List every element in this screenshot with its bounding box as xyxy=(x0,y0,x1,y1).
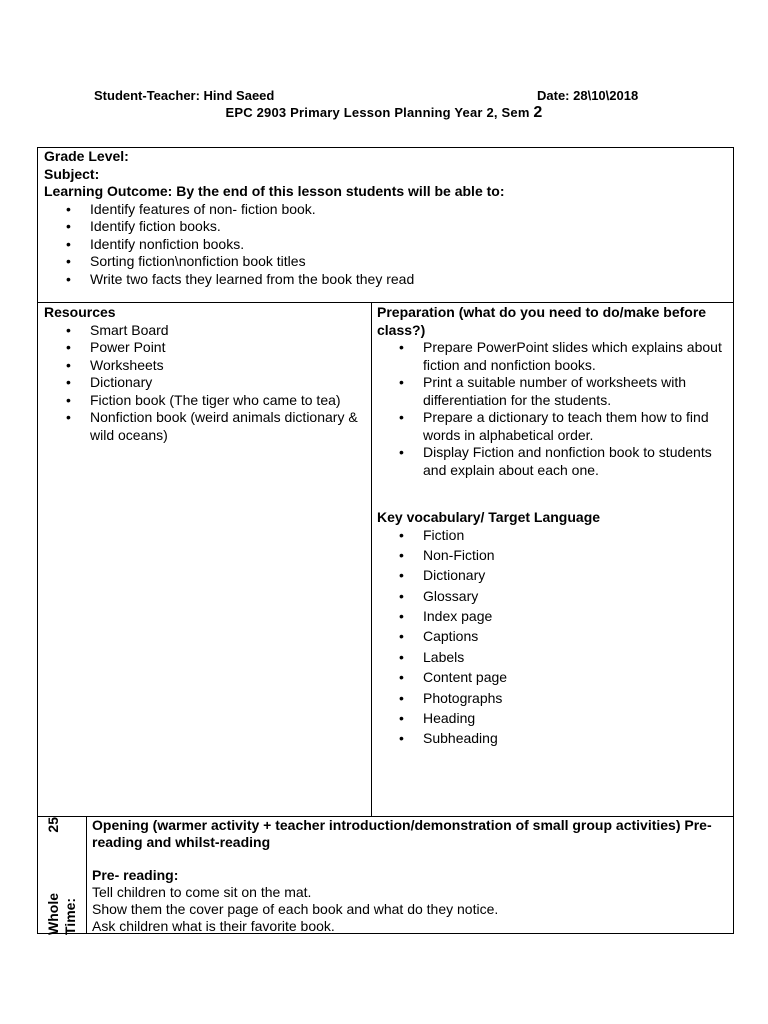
list-item: • Dictionary xyxy=(377,567,722,585)
list-item: • Power Point xyxy=(44,339,364,357)
list-item: • Identify features of non- fiction book. xyxy=(44,201,724,219)
time-minutes: 25 xyxy=(45,817,61,833)
list-item: • Non-Fiction xyxy=(377,547,722,565)
preparation-cell xyxy=(377,304,722,479)
column-divider xyxy=(371,303,372,816)
opening-cell xyxy=(92,817,722,935)
learning-outcome-label: Learning Outcome: By the end of this lesson students will be able to: xyxy=(44,183,505,199)
opening-heading: Opening (warmer activity + teacher introduction/demonstration of small group activities) Pre-reading and whilst-reading xyxy=(92,817,712,850)
pre-reading-heading: Pre- reading: xyxy=(92,867,179,883)
lesson-plan-table xyxy=(37,147,734,934)
list-item: • Smart Board xyxy=(44,322,364,340)
student-teacher-name: Student-Teacher: Hind Saeed xyxy=(94,88,275,103)
list-item: • Write two facts they learned from the book they read xyxy=(44,271,724,289)
list-item: • Fiction xyxy=(377,527,722,545)
list-item: • Fiction book (The tiger who came to tea) xyxy=(44,392,364,410)
list-item: • Worksheets xyxy=(44,357,364,375)
list-item: • Photographs xyxy=(377,690,722,708)
list-item: • Subheading xyxy=(377,730,722,748)
opening-line: Tell children to come sit on the mat. xyxy=(92,884,312,900)
list-item: • Captions xyxy=(377,628,722,646)
list-item: • Dictionary xyxy=(44,374,364,392)
time-cell xyxy=(38,817,86,935)
list-item: • Glossary xyxy=(377,588,722,606)
list-item: • Content page xyxy=(377,669,722,687)
opening-line: Ask children what is their favorite book. xyxy=(92,918,335,934)
title-main: EPC 2903 Primary Lesson Planning Year 2, Sem xyxy=(225,105,534,120)
row-divider xyxy=(38,302,733,303)
preparation-heading: Preparation (what do you need to do/make before class?) xyxy=(377,304,707,338)
resources-heading: Resources xyxy=(44,304,116,320)
list-item: • Prepare a dictionary to teach them how to find words in alphabetical order. xyxy=(377,409,722,444)
whole-label: Whole xyxy=(45,893,61,935)
vocabulary-heading: Key vocabulary/ Target Language xyxy=(377,509,601,525)
time-label-text: Time: xyxy=(62,897,78,935)
lesson-overview xyxy=(44,148,724,288)
page-title xyxy=(0,104,768,122)
list-item: • Display Fiction and nonfiction book to students and explain about each one. xyxy=(377,444,722,479)
resources-list xyxy=(44,322,364,445)
list-item: • Nonfiction book (weird animals dictionary & wild oceans) xyxy=(44,409,364,444)
list-item: • Identify nonfiction books. xyxy=(44,236,724,254)
lesson-date: Date: 28\10\2018 xyxy=(537,88,639,103)
time-label xyxy=(45,817,79,935)
list-item: • Labels xyxy=(377,649,722,667)
vocabulary-cell xyxy=(377,509,722,751)
grade-level-label: Grade Level: xyxy=(44,148,129,164)
list-item: • Sorting fiction\nonfiction book titles xyxy=(44,253,724,271)
title-sem-number: 2 xyxy=(533,104,543,121)
list-item: • Index page xyxy=(377,608,722,626)
vocabulary-list xyxy=(377,527,722,748)
list-item: • Prepare PowerPoint slides which explains about fiction and nonfiction books. xyxy=(377,339,722,374)
subject-label: Subject: xyxy=(44,165,100,182)
list-item: • Identify fiction books. xyxy=(44,218,724,236)
resources-cell xyxy=(44,304,364,444)
preparation-list xyxy=(377,339,722,479)
list-item: • Heading xyxy=(377,710,722,728)
list-item: • Print a suitable number of worksheets with differentiation for the students. xyxy=(377,374,722,409)
time-column-divider xyxy=(86,817,87,934)
learning-outcome-list xyxy=(44,201,724,289)
opening-line: Show them the cover page of each book and what do they notice. xyxy=(92,901,499,917)
